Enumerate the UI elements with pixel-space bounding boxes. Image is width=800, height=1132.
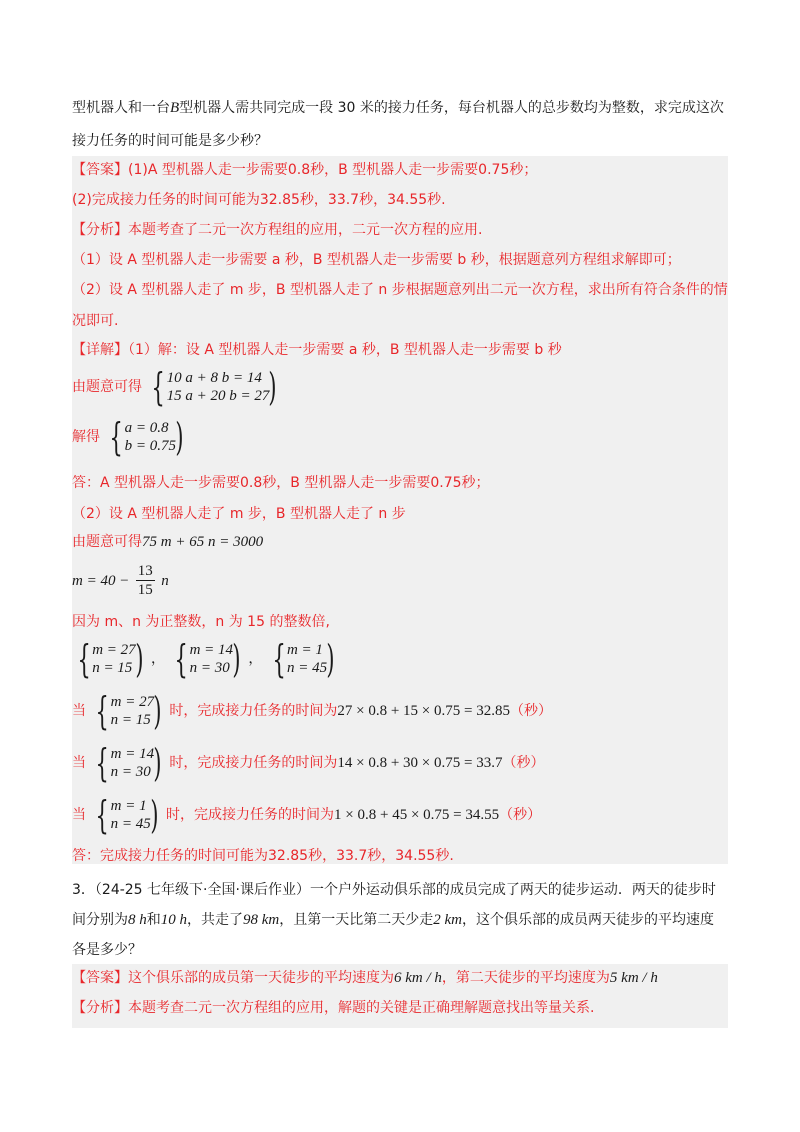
- case-2-line: 当 { m = 14 n = 30 ) 时，完成接力任务的时间为14 × 0.8 + 30 × 0.75 = 33.7（秒）: [72, 741, 545, 785]
- solution-system-1: 解得 { a = 0.8 b = 0.75 ): [72, 415, 184, 459]
- m-expression: m = 40 − $\frac{13}{15}$ n: [72, 563, 169, 598]
- question-3-line-2: 间分别为8 h和10 h，共走了98 km，且第一天比第二天少走2 km，这个俱乐部的成员两天徒步的平均速度: [72, 912, 714, 928]
- analysis-line-3: （2）设 A 型机器人走了 m 步，B 型机器人走了 n 步根据题意列出二元一次方程，求出所有符合条件的情: [72, 282, 728, 298]
- analysis-line-1: 【分析】本题考查了二元一次方程组的应用，二元一次方程的应用.: [72, 222, 483, 238]
- question-3-line-1: 3．（24-25 七年级下·全国·课后作业）一个户外运动俱乐部的成员完成了两天的徒步运动．两天的徒步时: [72, 882, 716, 898]
- answer-line-2: (2)完成接力任务的时间可能为32.85秒，33.7秒，34.55秒.: [72, 192, 446, 208]
- question-3-line-3: 各是多少？: [72, 942, 142, 958]
- step-2-line: （2）设 A 型机器人走了 m 步，B 型机器人走了 n 步: [72, 506, 406, 522]
- answer-step-1: 答：A 型机器人走一步需要0.8秒，B 型机器人走一步需要0.75秒；: [72, 475, 490, 491]
- analysis-line-2: （1）设 A 型机器人走一步需要 a 秒，B 型机器人走一步需要 b 秒，根据题意列方程组求解即可；: [72, 252, 681, 268]
- analysis-line-4: 况即可.: [72, 313, 119, 329]
- solutions-list: { m = 27 n = 15 ) ， { m = 14 n = 30 ) ， { m = 1 n = 45 ): [77, 637, 335, 681]
- case-1-line: 当 { m = 27 n = 15 ) 时，完成接力任务的时间为27 × 0.8 + 15 × 0.75 = 32.85（秒）: [72, 689, 552, 733]
- analysis-3-line: 【分析】本题考查二元一次方程组的应用，解题的关键是正确理解题意找出等量关系.: [72, 1000, 595, 1016]
- final-answer-line: 答：完成接力任务的时间可能为32.85秒，33.7秒，34.55秒.: [72, 848, 454, 864]
- answer-3-line: 【答案】这个俱乐部的成员第一天徒步的平均速度为6 km / h，第二天徒步的平均速度为5 km / h: [72, 970, 658, 986]
- because-line: 因为 m、n 为正整数，n 为 15 的整数倍,: [72, 614, 330, 630]
- equation-system-1: 由题意可得 { 10 a + 8 b = 14 15 a + 20 b = 27 ): [72, 365, 277, 409]
- case-3-line: 当 { m = 1 n = 45 ) 时，完成接力任务的时间为1 × 0.8 + 45 × 0.75 = 34.55（秒）: [72, 793, 542, 837]
- question-line-2: 接力任务的时间可能是多少秒？: [72, 133, 268, 149]
- equation-2: 由题意可得75 m + 65 n = 3000: [72, 534, 264, 550]
- detail-line-1: 【详解】（1）解：设 A 型机器人走一步需要 a 秒，B 型机器人走一步需要 b 秒: [72, 342, 562, 358]
- question-line-1: 型机器人和一台B型机器人需共同完成一段 30 米的接力任务，每台机器人的总步数均为整数，求完成这次: [72, 100, 724, 116]
- answer-line-1: 【答案】(1)A 型机器人走一步需要0.8秒，B 型机器人走一步需要0.75秒；: [72, 162, 538, 178]
